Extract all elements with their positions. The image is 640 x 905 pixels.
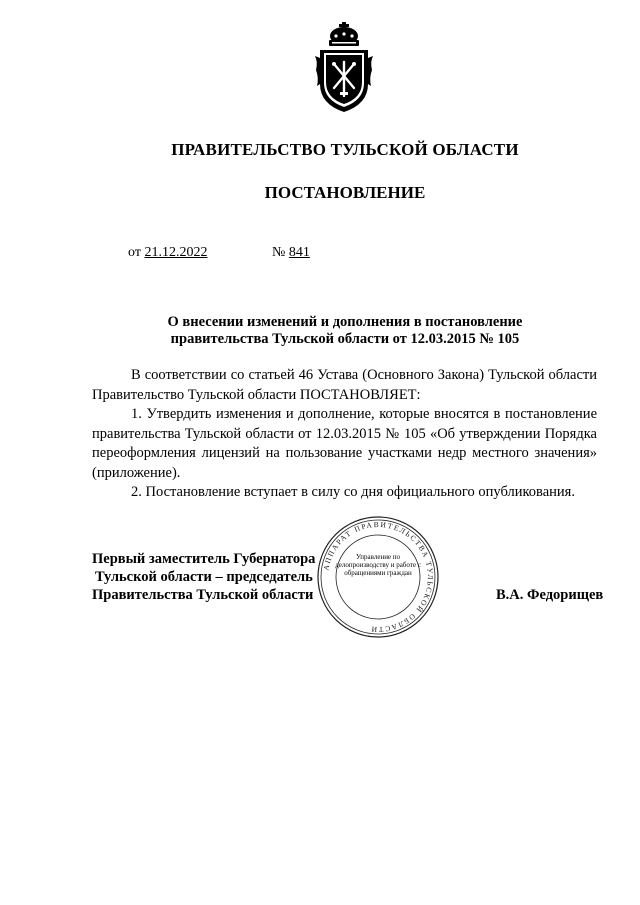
signer-name: В.А. Федорищев: [496, 587, 604, 603]
number-value: 841: [288, 245, 310, 260]
body-paragraph: В соответствии со статьей 46 Устава (Основного Закона) Тульской области Правительство Тульской области ПОСТАНОВЛЯЕТ:: [92, 367, 597, 403]
stamp-ring-text: АППАРАТ ПРАВИТЕЛЬСТВА ТУЛЬСКОЙ ОБЛАСТИ: [321, 519, 436, 635]
coat-of-arms-emblem: [312, 22, 376, 114]
body-paragraph: 2. Постановление вступает в силу со дня официального опубликования.: [131, 484, 575, 500]
signatory-line: Правительства Тульской области: [92, 587, 314, 603]
signatory-line: Тульской области – председатель: [95, 569, 313, 585]
signatory-title: [92, 550, 315, 604]
body-paragraph: 1. Утвердить изменения и дополнение, которые вносятся в постановление правительства Тульской области от 12.03.2015 № 105 «Об утверждении Порядка переоформления лицензий на пользование участками недр местного значения» (приложение).: [92, 406, 597, 481]
signatory-line: Первый заместитель Губернатора: [92, 551, 316, 567]
organization-title: ПРАВИТЕЛЬСТВО ТУЛЬСКОЙ ОБЛАСТИ: [171, 140, 519, 159]
number-prefix: №: [272, 245, 286, 260]
document-number: [272, 245, 310, 261]
date-value: 21.12.2022: [144, 245, 208, 260]
stamp-center-text: Управление по делопроизводству и работе с обращениями граждан: [335, 553, 421, 577]
document-body: [92, 366, 597, 503]
subject-line: правительства Тульской области от 12.03.2015 № 105: [170, 331, 520, 347]
date-prefix: от: [128, 245, 141, 260]
official-stamp: [316, 515, 440, 639]
document-subject: [120, 314, 570, 348]
subject-line: О внесении изменений и дополнения в постановление: [167, 314, 523, 330]
document-type: ПОСТАНОВЛЕНИЕ: [264, 183, 426, 202]
svg-text:АППАРАТ ПРАВИТЕЛЬСТВА ТУЛЬСКОЙ: [321, 520, 435, 634]
document-date: [128, 245, 207, 261]
